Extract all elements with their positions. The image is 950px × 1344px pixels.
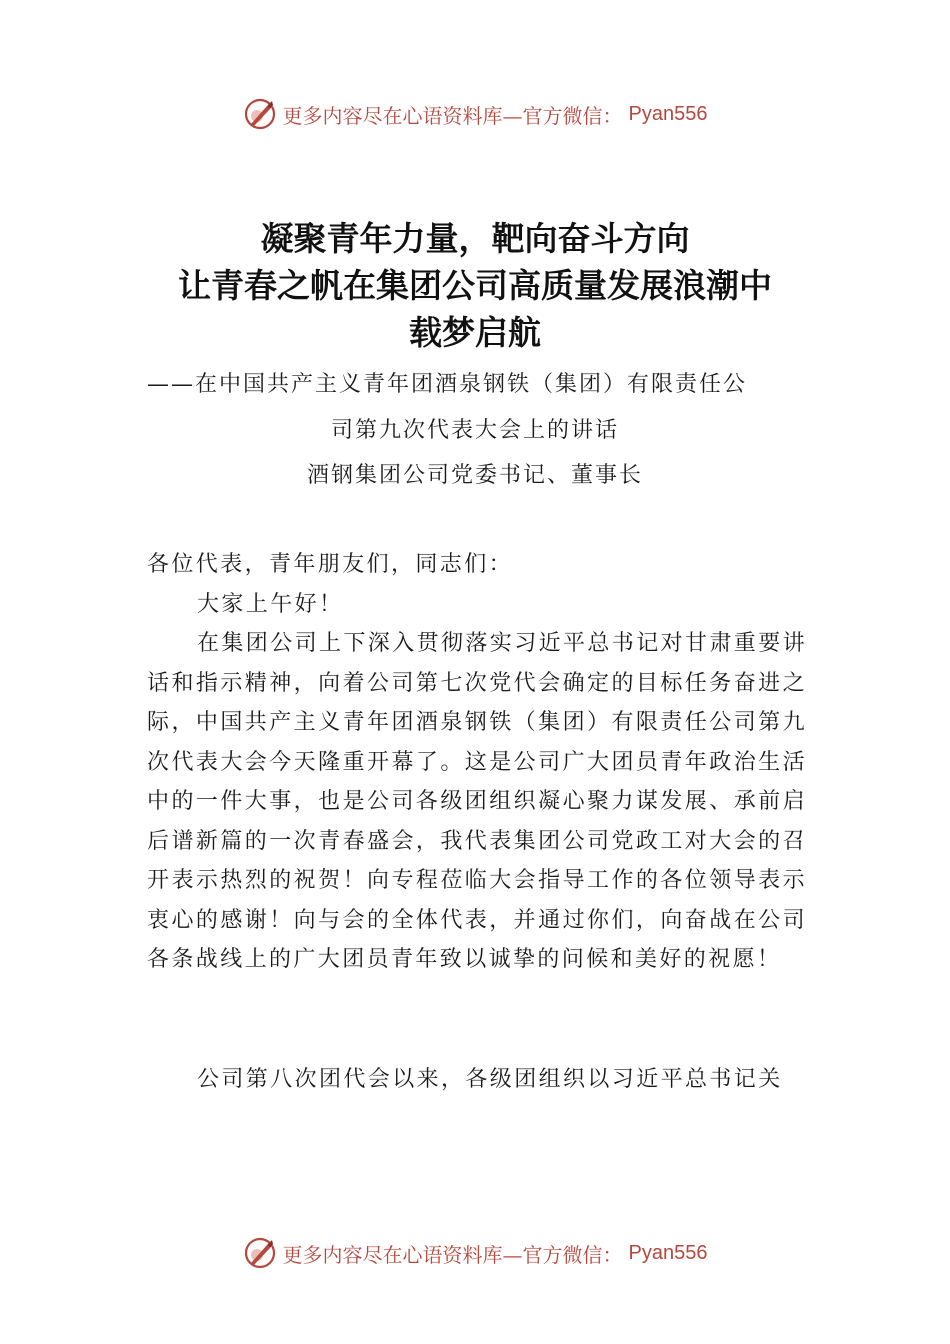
banner-text: 更多内容尽在心语资料库—官方微信：: [282, 1242, 623, 1267]
salutation: 各位代表，青年朋友们，同志们：: [147, 552, 514, 577]
subtitle-line-2: 司第九次代表大会上的讲话: [330, 418, 619, 443]
subtitle-line-1: ——在中国共产主义青年团酒泉钢铁（集团）有限责任公: [147, 372, 748, 397]
quill-pen-logo-icon: [243, 1236, 277, 1270]
title-line-2: 让青春之帆在集团公司高质量发展浪潮中: [178, 266, 772, 305]
wechat-id: Pyan556: [628, 102, 708, 125]
greeting: 大家上午好！: [197, 592, 344, 617]
title-line-3: 载梦启航: [409, 313, 541, 352]
header-banner: [0, 94, 950, 134]
paragraph-2: 公司第八次团代会以来，各级团组织以习近平总书记关: [197, 1067, 783, 1092]
wechat-id: Pyan556: [628, 1241, 708, 1264]
paragraph-1: 在集团公司上下深入贯彻落实习近平总书记对甘肃重要讲话和指示精神，向着公司第七次党代会确定的目标任务奋进之际，中国共产主义青年团酒泉钢铁（集团）有限责任公司第九次代表大会今天隆重开幕了。这是公司广大团员青年政治生活中的一件大事，也是公司各级团组织凝心聚力谋发展、承前启后谱新篇的一次青春盛会，我代表集团公司党政工对大会的召开表示热烈的祝贺！向专程莅临大会指导工作的各位领导表示衷心的感谢！向与会的全体代表，并通过你们，向奋战在公司各条战线上的广大团员青年致以诚挚的问候和美好的祝愿！: [147, 631, 808, 972]
document-title: [60, 215, 890, 356]
title-line-1: 凝聚青年力量，靶向奋斗方向: [260, 219, 690, 258]
banner-text: 更多内容尽在心语资料库—官方微信：: [282, 103, 623, 128]
footer-banner: [0, 1233, 950, 1273]
quill-pen-logo-icon: [243, 97, 277, 131]
speaker-line: 酒钢集团公司党委书记、董事长: [306, 463, 643, 488]
